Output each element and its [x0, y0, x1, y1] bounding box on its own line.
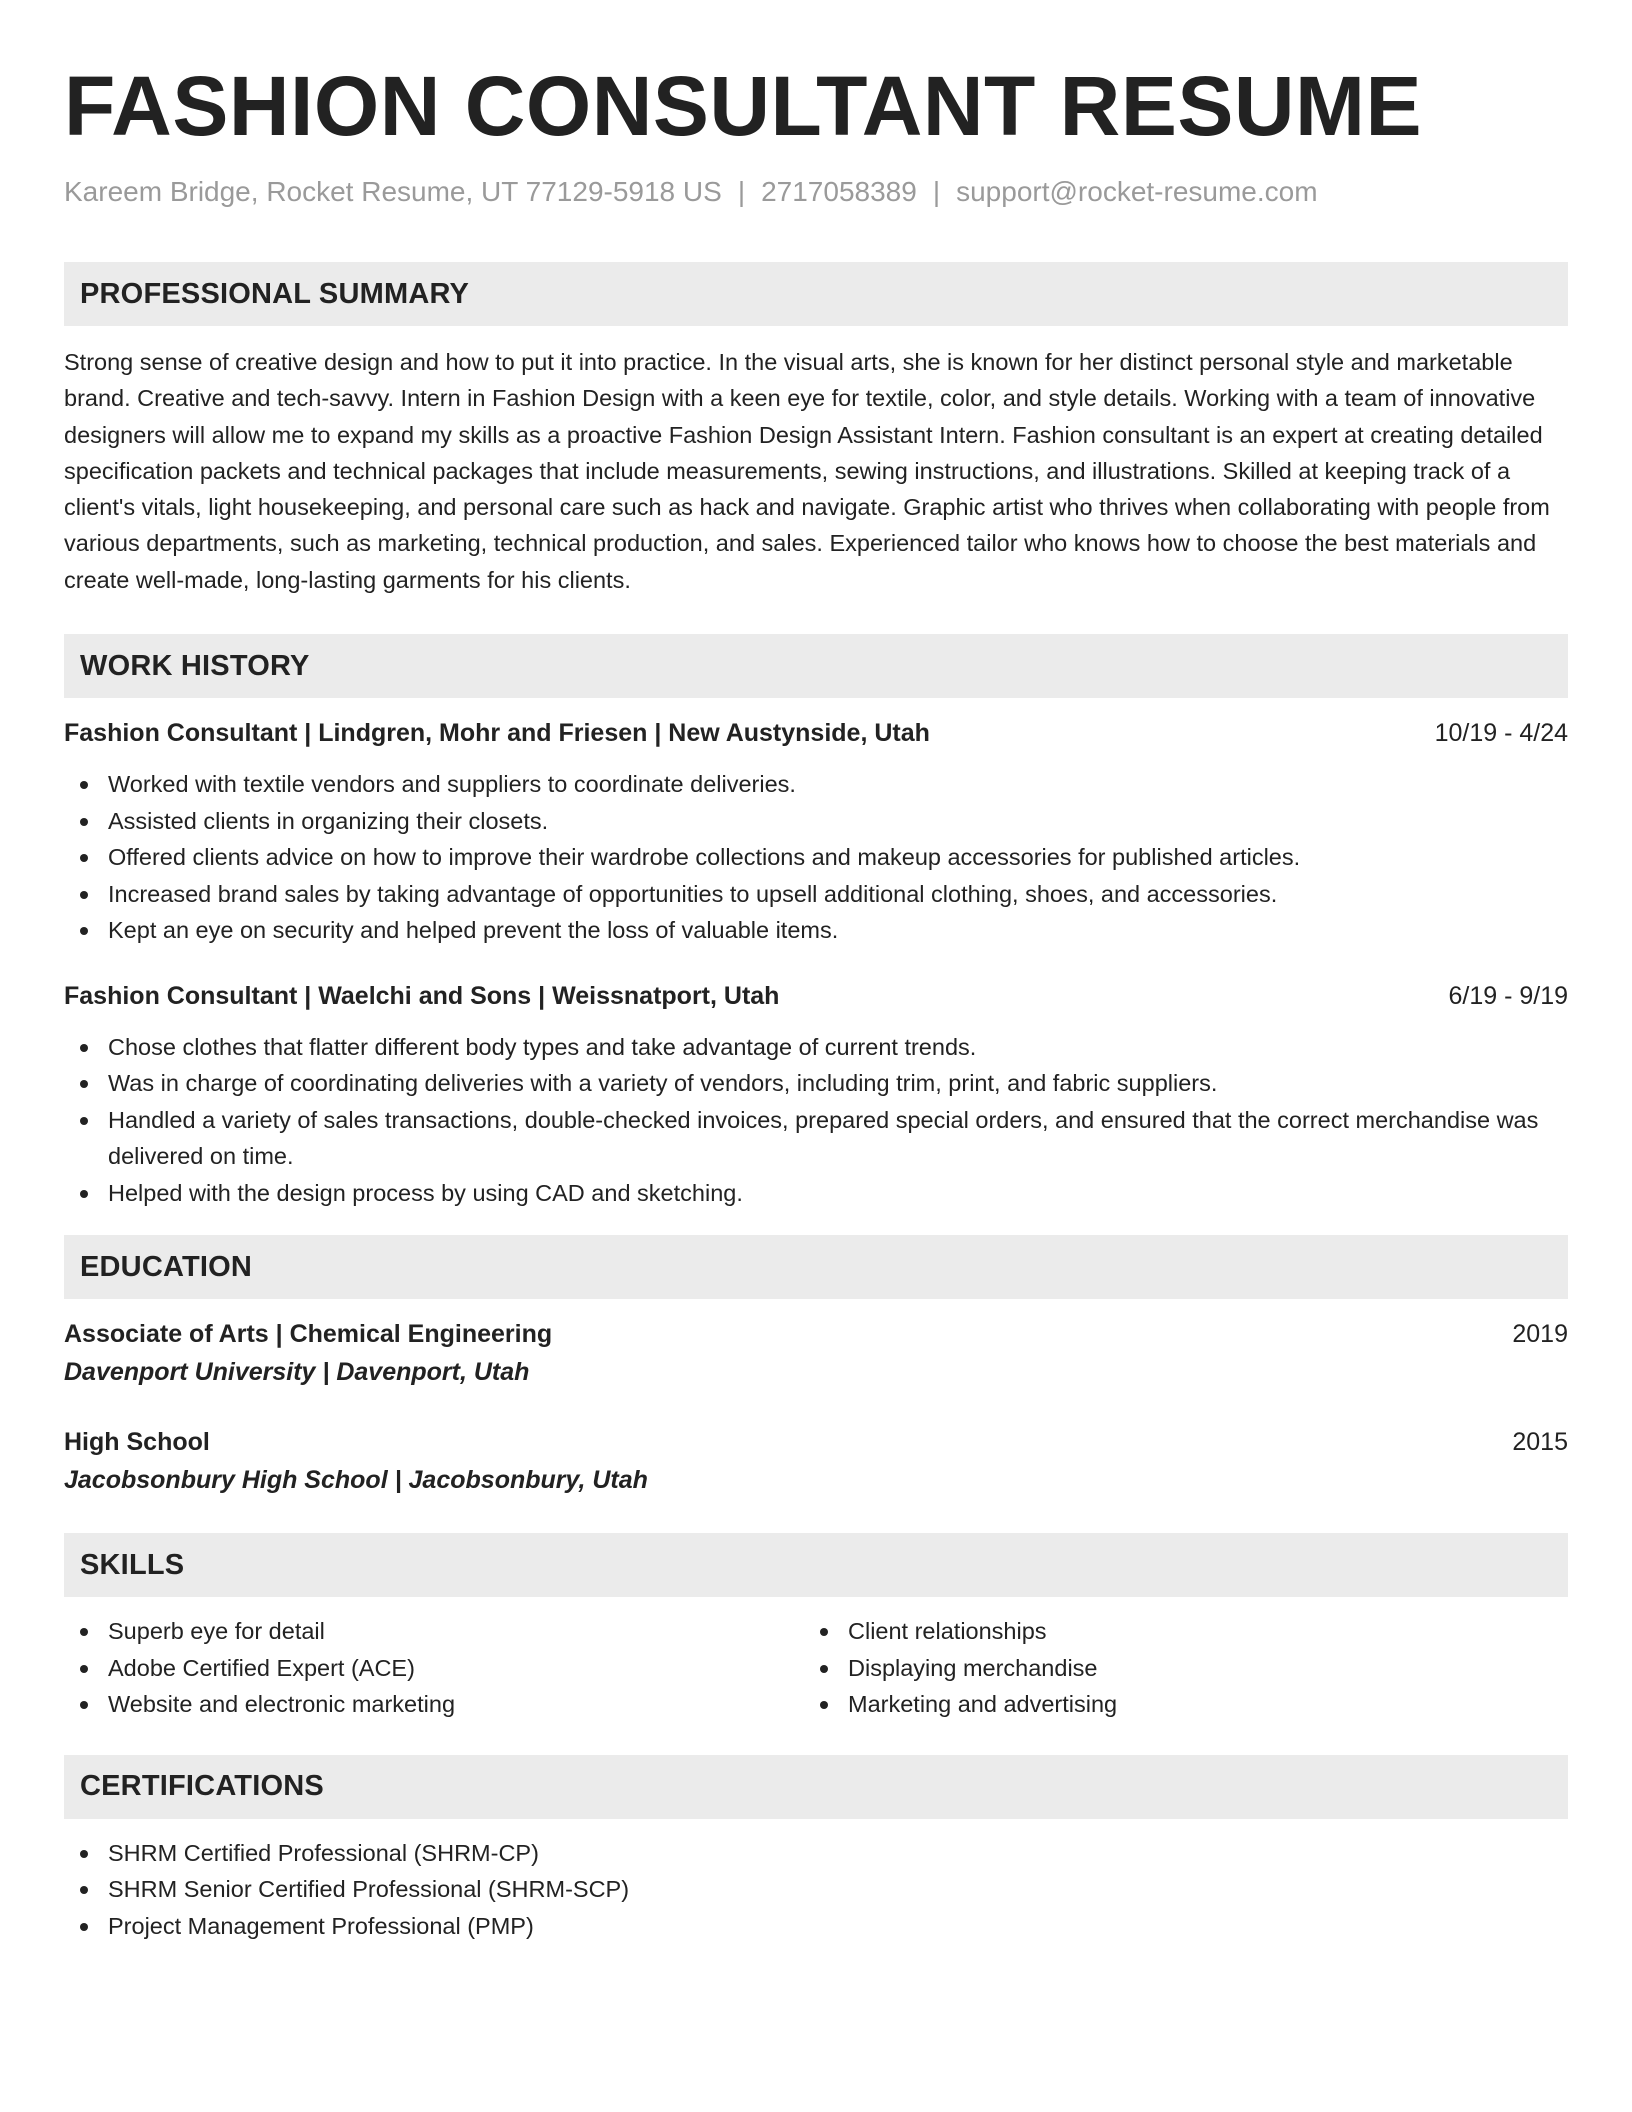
contact-separator: |	[932, 176, 941, 207]
summary-text: Strong sense of creative design and how to put it into practice. In the visual arts, she is known for her distinct personal style and marketable brand. Creative and tech-savvy. Intern in Fashion Design with a keen eye for textile, color, and style details. Working with a team of innovative designers will allow me to expand my skills as a proactive Fashion Design Assistant Intern. Fashion consultant is an expert at creating detailed specification packets and technical packages that include measurements, sewing instructions, and illustrations. Skilled at keeping track of a client's vitals, light housekeeping, and personal care such as hack and navigate. Graphic artist who thrives when collaborating with people from various departments, such as marketing, technical production, and sales. Experienced tailor who knows how to choose the best materials and create well-made, long-lasting garments for his clients.	[64, 349, 1550, 593]
job-dates: 6/19 - 9/19	[1448, 981, 1568, 1010]
education-entry	[64, 1425, 1568, 1497]
list-item: Increased brand sales by taking advantage of opportunities to upsell additional clothing, shoes, and accessories.	[64, 876, 1568, 913]
job-entry	[64, 979, 1568, 1212]
resume-title: FASHION CONSULTANT RESUME	[64, 59, 1423, 153]
list-item: Handled a variety of sales transactions, double-checked invoices, prepared special orders, and ensured that the correct merchandise was delivered on time.	[64, 1102, 1568, 1175]
list-item: Was in charge of coordinating deliveries with a variety of vendors, including trim, print, and fabric suppliers.	[64, 1065, 1568, 1102]
education-degree: High School	[64, 1428, 210, 1457]
contact-line	[64, 174, 1568, 210]
list-item: Website and electronic marketing	[64, 1686, 804, 1723]
list-item: Worked with textile vendors and suppliers to coordinate deliveries.	[64, 766, 1568, 803]
list-item: SHRM Senior Certified Professional (SHRM-SCP)	[64, 1871, 1568, 1908]
education-header	[64, 1317, 1568, 1351]
contact-email: support@rocket-resume.com	[956, 176, 1318, 207]
job-header	[64, 716, 1568, 750]
list-item: Adobe Certified Expert (ACE)	[64, 1650, 804, 1687]
skills-columns	[64, 1613, 1568, 1723]
section-header-summary: PROFESSIONAL SUMMARY	[64, 262, 1568, 326]
contact-separator: |	[737, 176, 746, 207]
education-school: Jacobsonbury High School | Jacobsonbury, Utah	[64, 1466, 648, 1495]
section-header-work-history: WORK HISTORY	[64, 634, 1568, 698]
job-bullets	[64, 1029, 1568, 1212]
education-entry	[64, 1317, 1568, 1389]
job-title: Fashion Consultant | Waelchi and Sons | Weissnatport, Utah	[64, 981, 780, 1010]
list-item: Client relationships	[804, 1613, 1544, 1650]
list-item: Helped with the design process by using CAD and sketching.	[64, 1175, 1568, 1212]
job-dates: 10/19 - 4/24	[1434, 719, 1568, 748]
certifications-list	[64, 1835, 1568, 1945]
job-entry	[64, 716, 1568, 949]
section-header-skills: SKILLS	[64, 1533, 1568, 1597]
list-item: Assisted clients in organizing their closets.	[64, 803, 1568, 840]
education-year: 2019	[1512, 1320, 1568, 1349]
list-item: Superb eye for detail	[64, 1613, 804, 1650]
education-degree: Associate of Arts | Chemical Engineering	[64, 1320, 553, 1349]
list-item: Project Management Professional (PMP)	[64, 1908, 1568, 1945]
job-header	[64, 979, 1568, 1013]
contact-address: Kareem Bridge, Rocket Resume, UT 77129-5918 US	[64, 176, 722, 207]
resume-page	[64, 0, 1568, 1944]
skills-list-left	[64, 1613, 804, 1723]
job-title: Fashion Consultant | Lindgren, Mohr and Friesen | New Austynside, Utah	[64, 719, 930, 748]
education-year: 2015	[1512, 1428, 1568, 1457]
contact-phone: 2717058389	[761, 176, 917, 207]
list-item: Offered clients advice on how to improve their wardrobe collections and makeup accessories for published articles.	[64, 839, 1568, 876]
section-header-certifications: CERTIFICATIONS	[64, 1755, 1568, 1819]
job-bullets	[64, 766, 1568, 949]
list-item: Displaying merchandise	[804, 1650, 1544, 1687]
list-item: Chose clothes that flatter different body types and take advantage of current trends.	[64, 1029, 1568, 1066]
list-item: SHRM Certified Professional (SHRM-CP)	[64, 1835, 1568, 1872]
skills-list-right	[804, 1613, 1544, 1723]
section-header-education: EDUCATION	[64, 1235, 1568, 1299]
education-header	[64, 1425, 1568, 1459]
list-item: Marketing and advertising	[804, 1686, 1544, 1723]
education-school: Davenport University | Davenport, Utah	[64, 1358, 530, 1387]
list-item: Kept an eye on security and helped prevent the loss of valuable items.	[64, 912, 1568, 949]
